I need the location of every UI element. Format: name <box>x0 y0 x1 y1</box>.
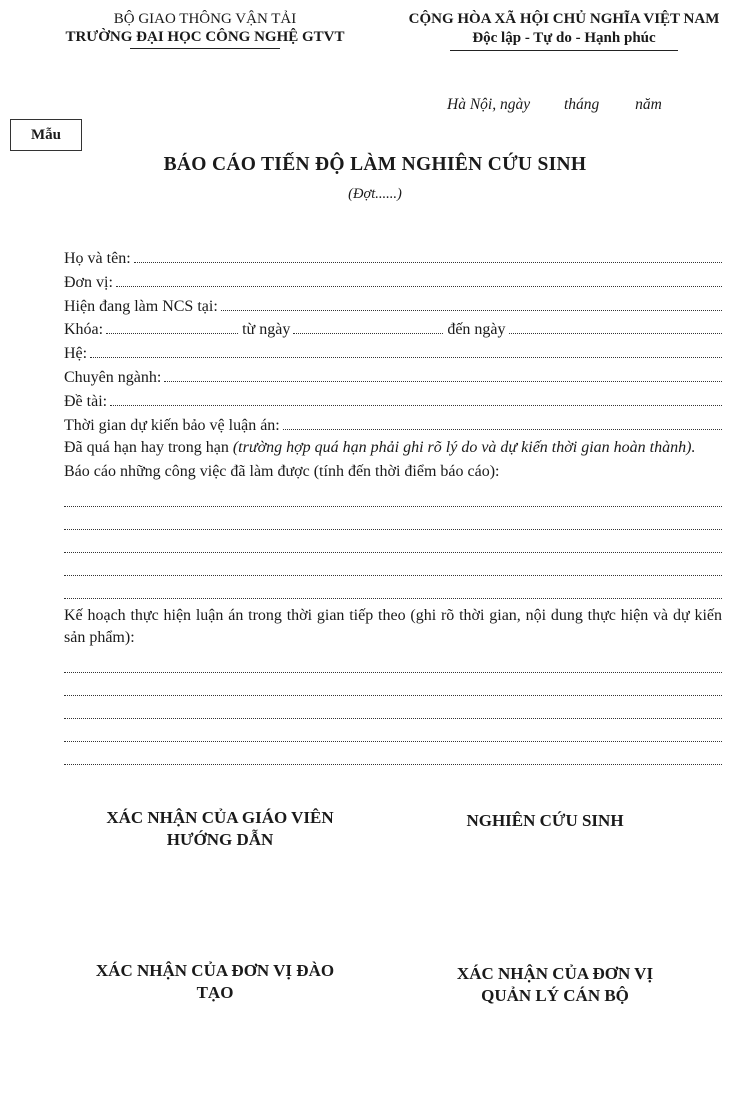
document-title: BÁO CÁO TIẾN ĐỘ LÀM NGHIÊN CỨU SINH <box>163 154 587 175</box>
field-row-unit <box>64 271 722 295</box>
field-row-major <box>64 366 722 390</box>
field-row-current-ncs <box>64 295 722 319</box>
form-template-stamp: Mẫu <box>10 119 82 151</box>
input-course[interactable] <box>106 318 238 334</box>
label-system: Hệ: <box>64 345 88 363</box>
signature-staff-unit: XÁC NHẬN CỦA ĐƠN VỊ QUẢN LÝ CÁN BỘ <box>456 964 654 1005</box>
plan-line[interactable] <box>64 742 722 765</box>
date-place: Hà Nội, ngày <box>447 96 531 113</box>
input-major[interactable] <box>164 366 722 382</box>
work-done-line[interactable] <box>64 530 722 553</box>
label-work-done: Báo cáo những công việc đã làm được (tính đến thời điểm báo cáo): <box>64 463 500 481</box>
document-subtitle: (Đợt......) <box>348 186 402 202</box>
plan-line[interactable] <box>64 719 722 742</box>
date-year: năm <box>635 96 662 113</box>
label-major: Chuyên ngành: <box>64 368 162 386</box>
signature-advisor: XÁC NHẬN CỦA GIÁO VIÊN HƯỚNG DẪN <box>106 808 334 849</box>
work-done-line[interactable] <box>64 507 722 530</box>
university-name: TRƯỜNG ĐẠI HỌC CÔNG NGHỆ GTVT <box>65 29 345 45</box>
plan-lines[interactable] <box>64 649 722 765</box>
label-to-date: đến ngày <box>447 321 506 339</box>
report-form <box>64 247 722 765</box>
plan-line[interactable] <box>64 649 722 672</box>
field-row-topic <box>64 390 722 414</box>
field-row-course <box>64 318 722 342</box>
header-left-underline <box>130 48 280 49</box>
input-to-date[interactable] <box>509 318 722 334</box>
work-done-lines[interactable] <box>64 483 722 599</box>
input-name[interactable] <box>134 247 722 263</box>
signature-training-unit: XÁC NHẬN CỦA ĐƠN VỊ ĐÀO TẠO <box>95 961 335 1002</box>
date-line <box>447 96 662 114</box>
input-current-ncs[interactable] <box>221 295 722 311</box>
national-title-block <box>388 10 740 51</box>
label-topic: Đề tài: <box>64 392 108 410</box>
plan-line[interactable] <box>64 673 722 696</box>
national-motto: Độc lập - Tự do - Hạnh phúc <box>472 30 656 46</box>
input-defense-time[interactable] <box>283 414 722 430</box>
header-right-underline <box>450 50 678 51</box>
work-done-line[interactable] <box>64 576 722 599</box>
label-plan: Kế hoạch thực hiện luận án trong thời gian tiếp theo (ghi rõ thời gian, nội dung thực hiện và dự kiến sản phẩm): <box>64 607 722 647</box>
input-topic[interactable] <box>110 390 722 406</box>
field-row-system <box>64 342 722 366</box>
overdue-status-paragraph <box>64 437 722 459</box>
label-course: Khóa: <box>64 321 104 339</box>
date-month: tháng <box>563 96 600 113</box>
input-from-date[interactable] <box>293 318 443 334</box>
plan-line[interactable] <box>64 696 722 719</box>
input-unit[interactable] <box>116 271 722 287</box>
input-system[interactable] <box>90 342 722 358</box>
field-row-defense-time <box>64 414 722 438</box>
field-row-name <box>64 247 722 271</box>
signature-student: NGHIÊN CỨU SINH <box>466 811 624 830</box>
issuing-agency-block <box>60 10 350 49</box>
work-done-line[interactable] <box>64 483 722 506</box>
label-current-ncs: Hiện đang làm NCS tại: <box>64 297 218 315</box>
label-name: Họ và tên: <box>64 250 131 267</box>
overdue-instruction: (trường hợp quá hạn phải ghi rõ lý do và dự kiến thời gian hoàn thành). <box>232 439 696 457</box>
label-unit: Đơn vị: <box>64 273 113 291</box>
work-done-line[interactable] <box>64 553 722 576</box>
label-from-date: từ ngày <box>242 321 291 339</box>
ministry-name: BỘ GIAO THÔNG VẬN TẢI <box>113 11 297 27</box>
label-overdue-status: Đã quá hạn hay trong hạn <box>64 439 229 457</box>
label-defense-time: Thời gian dự kiến bảo vệ luận án: <box>64 416 280 434</box>
republic-name: CỘNG HÒA XÃ HỘI CHỦ NGHĨA VIỆT NAM <box>408 11 720 27</box>
